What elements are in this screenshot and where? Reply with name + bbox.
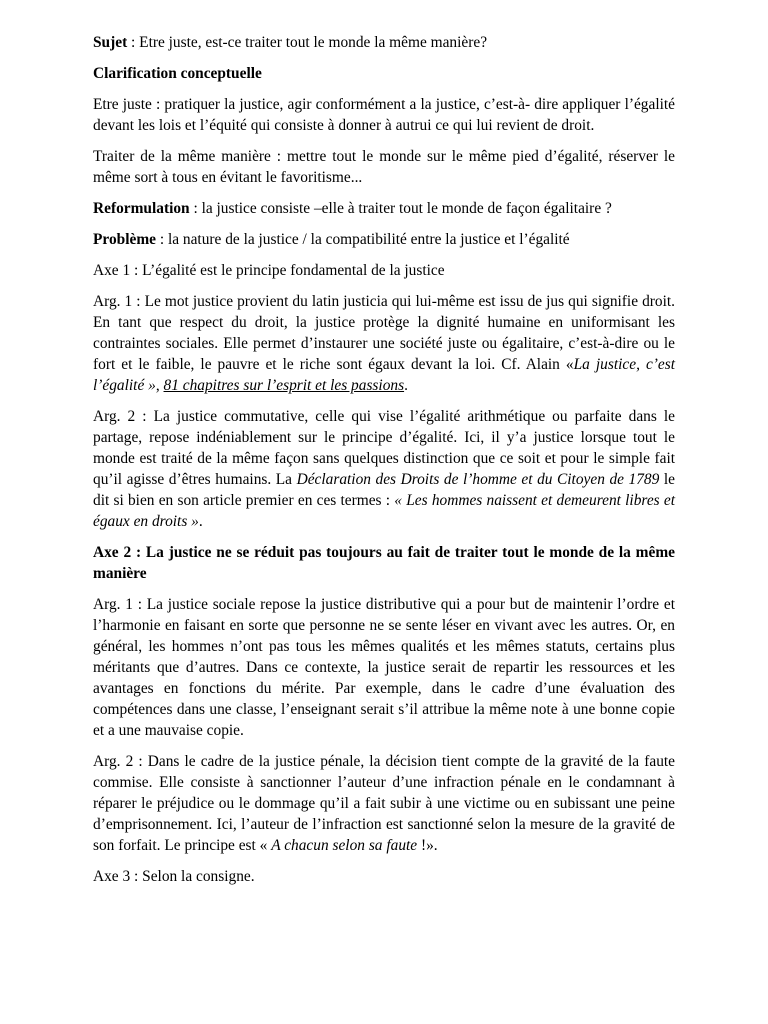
axe2-arg2-text: Arg. 2 : Dans le cadre de la justice pénale, la décision tient compte de la gravité de la faute commise. Elle consiste à sanctionner l’auteur d’une infraction pénale en le condamnant à réparer le préjudice ou le dommage qu’il a fait subir à une victime ou en subissant une peine d’emprisonnement. Ici, l’auteur de l’infraction est sanctionné selon la mesure de la gravité de son forfait. Le principe est « — [93, 753, 675, 854]
axe1-arg1 — [93, 291, 675, 396]
clarification-heading-text: Clarification conceptuelle — [93, 65, 262, 82]
subject-label: Sujet — [93, 34, 128, 51]
subject-text: : Etre juste, est-ce traiter tout le monde la même manière? — [127, 34, 488, 51]
principle-quote: A chacun selon sa faute — [271, 837, 418, 854]
declaration-title: Déclaration des Droits de l’homme et du Citoyen de 1789 — [296, 471, 660, 488]
axe2-title-text: Axe 2 : La justice ne se réduit pas toujours au fait de traiter tout le monde de la même manière — [93, 544, 675, 582]
axe2-arg2-end: !». — [417, 837, 438, 854]
reformulation-label: Reformulation — [93, 200, 190, 217]
definition-etre-juste: Etre juste : pratiquer la justice, agir conformément a la justice, c’est-à- dire appliquer l’égalité devant les lois et l’équité qui consiste à donner à autrui ce qui lui revient de droit. — [93, 96, 675, 134]
axe1-arg1-end: . — [404, 377, 408, 394]
axe1-arg1-sep: , — [155, 377, 164, 394]
probleme-line — [93, 229, 675, 250]
clarification-heading — [93, 63, 675, 84]
probleme-label: Problème — [93, 231, 156, 248]
axe2-arg1: Arg. 1 : La justice sociale repose la justice distributive qui a pour but de maintenir l’ordre et l’harmonie en faisant en sorte que personne ne se sente léser en vivant avec les autres. Or, en général, les hommes n’ont pas tous les mêmes qualités et les mêmes statuts, certains plus méritants que d’autres. Dans ce contexte, la justice serait de repartir les ressources et les avantages en fonctions du mérite. Par exemple, dans le cadre d’une évaluation des compétences dans une classe, l’enseignant serait s’il attribue la même note à une bonne copie et a une mauvaise copie. — [93, 596, 675, 739]
subject-line — [93, 32, 675, 53]
axe3-title: Axe 3 : Selon la consigne. — [93, 868, 255, 885]
alain-book-title: 81 chapitres sur l’esprit et les passions — [163, 377, 405, 394]
document-page — [93, 32, 675, 897]
axe1-title: Axe 1 : L’égalité est le principe fondamental de la justice — [93, 262, 445, 279]
axe1-arg2 — [93, 406, 675, 532]
definition-traiter: Traiter de la même manière : mettre tout le monde sur le même pied d’égalité, réserver le même sort à tous en évitant le favoritisme... — [93, 148, 675, 186]
probleme-text: : la nature de la justice / la compatibilité entre la justice et l’égalité — [155, 231, 570, 248]
axe2-title — [93, 542, 675, 584]
axe1-arg2-text: Arg. 2 : La justice commutative, celle qui vise l’égalité arithmétique ou parfaite dans le partage, repose indéniablement sur le principe d’égalité. Ici, il y’a justice lorsque tout le monde est traité de la même façon sans quelques distinction que ce soit et pour le simple fait qu’il agisse d’êtres humains. La — [93, 408, 675, 488]
declaration-quote: « Les hommes naissent et demeurent libres et égaux en droits » — [93, 492, 675, 530]
axe1-arg2-end: . — [198, 513, 203, 530]
axe1-arg2-mid: le dit si bien en son article premier en ces termes : — [93, 471, 675, 509]
reformulation-text: : la justice consiste –elle à traiter tout le monde de façon égalitaire ? — [189, 200, 612, 217]
alain-quote: La justice, c’est l’égalité » — [93, 356, 675, 394]
axe2-arg2 — [93, 751, 675, 856]
reformulation-line — [93, 198, 675, 219]
axe1-arg1-text: Arg. 1 : Le mot justice provient du latin justicia qui lui-même est issu de jus qui signifie droit. En tant que respect du droit, la justice protège la dignité humaine en uniformisant les contraintes sociales. Elle permet d’instaurer une société juste ou égalitaire, c’est-à-dire ou le fort et le faible, le pauvre et le riche sont égaux devant la loi. Cf. Alain « — [93, 293, 675, 373]
